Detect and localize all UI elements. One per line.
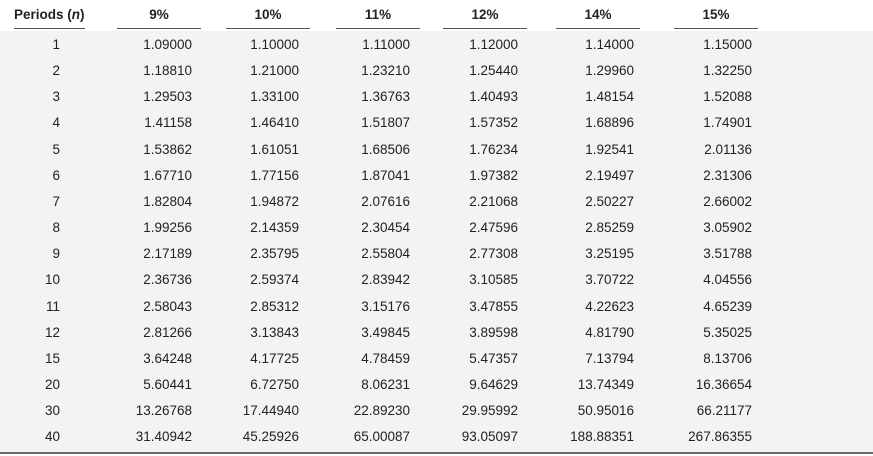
factor-cell: 1.46410 xyxy=(250,115,299,131)
header-rate-12pct xyxy=(435,7,535,23)
factor-cell: 3.89598 xyxy=(469,324,518,340)
factor-cell: 29.95992 xyxy=(461,403,518,419)
factor-cell: 1.29960 xyxy=(585,63,634,79)
factor-cell: 31.40942 xyxy=(135,429,192,445)
factor-cell: 13.26768 xyxy=(135,403,192,419)
factor-cell: 2.55804 xyxy=(361,246,410,262)
factor-cell: 2.17189 xyxy=(143,246,192,262)
factor-cell: 2.35795 xyxy=(250,246,299,262)
factor-cell: 45.25926 xyxy=(242,429,299,445)
factor-cell: 2.58043 xyxy=(143,298,192,314)
factor-cell: 2.19497 xyxy=(585,167,634,183)
factor-cell: 1.23210 xyxy=(361,63,410,79)
factor-cell: 2.85312 xyxy=(250,298,299,314)
factor-cell: 3.15176 xyxy=(361,298,410,314)
header-rate-label: 10% xyxy=(254,7,282,22)
period-cell: 4 xyxy=(52,115,60,131)
header-rate-label: 9% xyxy=(149,7,169,22)
factor-cell: 1.52088 xyxy=(703,89,752,105)
factor-cell: 2.14359 xyxy=(250,220,299,236)
period-cell: 6 xyxy=(52,167,60,183)
factor-cell: 50.95016 xyxy=(577,403,634,419)
factor-cell: 1.36763 xyxy=(361,89,410,105)
factor-cell: 4.04556 xyxy=(703,272,752,288)
period-cell: 3 xyxy=(52,89,60,105)
period-cell: 20 xyxy=(44,376,60,392)
period-cell: 7 xyxy=(52,193,60,209)
factor-cell: 8.13706 xyxy=(703,350,752,366)
factor-cell: 2.81266 xyxy=(143,324,192,340)
factor-cell: 1.68896 xyxy=(585,115,634,131)
factor-cell: 1.29503 xyxy=(143,89,192,105)
factor-cell: 1.48154 xyxy=(585,89,634,105)
table-bottom-rule xyxy=(0,452,873,454)
factor-cell: 3.13843 xyxy=(250,324,299,340)
factor-cell: 2.36736 xyxy=(143,272,192,288)
factor-cell: 8.06231 xyxy=(361,376,410,392)
factor-cell: 3.64248 xyxy=(143,350,192,366)
factor-cell: 1.68506 xyxy=(361,141,410,157)
factor-cell: 4.22623 xyxy=(585,298,634,314)
header-rate-9pct xyxy=(109,7,209,23)
header-rate-14pct xyxy=(548,7,648,23)
factor-cell: 2.59374 xyxy=(250,272,299,288)
factor-cell: 1.09000 xyxy=(143,37,192,52)
header-rate-label: 11% xyxy=(364,7,392,22)
factor-cell: 1.77156 xyxy=(250,167,299,183)
factor-cell: 1.11000 xyxy=(362,37,410,52)
factor-cell: 1.18810 xyxy=(143,63,192,79)
factor-cell: 1.25440 xyxy=(469,63,518,79)
period-cell: 1 xyxy=(52,37,60,52)
header-rate-label: 14% xyxy=(584,7,612,22)
factor-cell: 267.86355 xyxy=(688,429,752,445)
factor-cell: 1.41158 xyxy=(144,115,192,131)
period-cell: 11 xyxy=(45,298,60,314)
header-underline xyxy=(14,28,85,29)
factor-cell: 4.65239 xyxy=(703,298,752,314)
period-cell: 30 xyxy=(44,403,60,419)
header-periods-variable: n xyxy=(71,7,81,22)
factor-cell: 1.67710 xyxy=(143,167,192,183)
header-periods xyxy=(14,7,85,23)
factor-cell: 1.74901 xyxy=(703,115,752,131)
factor-cell: 3.25195 xyxy=(585,246,634,262)
factor-cell: 1.51807 xyxy=(361,115,410,131)
factor-cell: 3.70722 xyxy=(585,272,634,288)
factor-cell: 2.01136 xyxy=(704,141,752,157)
factor-cell: 1.82804 xyxy=(143,193,192,209)
factor-cell: 2.77308 xyxy=(469,246,518,262)
factor-cell: 5.35025 xyxy=(703,324,752,340)
factor-cell: 1.87041 xyxy=(361,167,410,183)
factor-cell: 1.53862 xyxy=(143,141,192,157)
factor-cell: 1.94872 xyxy=(250,193,299,209)
period-cell: 2 xyxy=(52,63,60,79)
factor-cell: 1.21000 xyxy=(250,63,299,79)
factor-cell: 1.61051 xyxy=(250,141,299,157)
header-underline xyxy=(336,28,420,29)
factor-cell: 4.17725 xyxy=(250,350,299,366)
factor-cell: 66.21177 xyxy=(696,403,752,419)
factor-cell: 65.00087 xyxy=(353,429,410,445)
header-rate-label: 12% xyxy=(471,7,499,22)
factor-cell: 1.32250 xyxy=(703,63,752,79)
period-cell: 12 xyxy=(44,324,60,340)
factor-cell: 6.72750 xyxy=(250,376,299,392)
period-cell: 40 xyxy=(44,429,60,445)
factor-cell: 1.97382 xyxy=(469,167,518,183)
factor-cell: 1.76234 xyxy=(469,141,518,157)
header-underline xyxy=(556,28,640,29)
factor-cell: 17.44940 xyxy=(242,403,299,419)
factor-cell: 2.83942 xyxy=(361,272,410,288)
factor-cell: 188.88351 xyxy=(570,429,634,445)
factor-cell: 5.47357 xyxy=(469,350,518,366)
header-rate-label: 15% xyxy=(702,7,730,22)
period-cell: 9 xyxy=(52,246,60,262)
header-underline xyxy=(443,28,527,29)
factor-cell: 2.31306 xyxy=(703,167,752,183)
factor-cell: 3.05902 xyxy=(703,220,752,236)
factor-cell: 1.40493 xyxy=(469,89,518,105)
factor-cell: 2.21068 xyxy=(469,193,518,209)
period-cell: 10 xyxy=(44,272,60,288)
period-cell: 15 xyxy=(44,350,60,366)
factor-cell: 5.60441 xyxy=(143,376,192,392)
factor-cell: 3.47855 xyxy=(469,298,518,314)
header-underline xyxy=(226,28,310,29)
factor-cell: 3.51788 xyxy=(703,246,752,262)
header-rate-11pct xyxy=(328,7,428,23)
period-cell: 8 xyxy=(52,220,60,236)
period-cell: 5 xyxy=(52,141,60,157)
header-periods-prefix: Periods ( xyxy=(14,7,72,22)
factor-cell: 13.74349 xyxy=(577,376,634,392)
header-periods-suffix: ) xyxy=(80,7,85,22)
factor-cell: 9.64629 xyxy=(469,376,518,392)
factor-cell: 2.47596 xyxy=(469,220,518,236)
factor-cell: 2.30454 xyxy=(361,220,410,236)
factor-cell: 4.81790 xyxy=(585,324,634,340)
header-rate-15pct xyxy=(666,7,766,23)
header-rate-10pct xyxy=(218,7,318,23)
factor-cell: 7.13794 xyxy=(585,350,634,366)
header-underline xyxy=(674,28,758,29)
factor-cell: 93.05097 xyxy=(461,429,518,445)
factor-cell: 2.66002 xyxy=(703,193,752,209)
factor-cell: 3.10585 xyxy=(469,272,518,288)
factor-cell: 22.89230 xyxy=(353,403,410,419)
factor-cell: 1.92541 xyxy=(585,141,634,157)
factor-cell: 4.78459 xyxy=(361,350,410,366)
factor-cell: 1.57352 xyxy=(469,115,518,131)
factor-cell: 2.50227 xyxy=(585,193,634,209)
factor-cell: 1.14000 xyxy=(585,37,634,52)
factor-cell: 2.85259 xyxy=(585,220,634,236)
factor-cell: 1.33100 xyxy=(250,89,299,105)
factor-cell: 16.36654 xyxy=(695,376,752,392)
factor-cell: 1.99256 xyxy=(143,220,192,236)
factor-cell: 1.15000 xyxy=(703,37,752,52)
factor-cell: 3.49845 xyxy=(361,324,410,340)
header-underline xyxy=(117,28,201,29)
factor-cell: 1.10000 xyxy=(250,37,299,52)
factor-cell: 1.12000 xyxy=(469,37,518,52)
factor-cell: 2.07616 xyxy=(361,193,410,209)
